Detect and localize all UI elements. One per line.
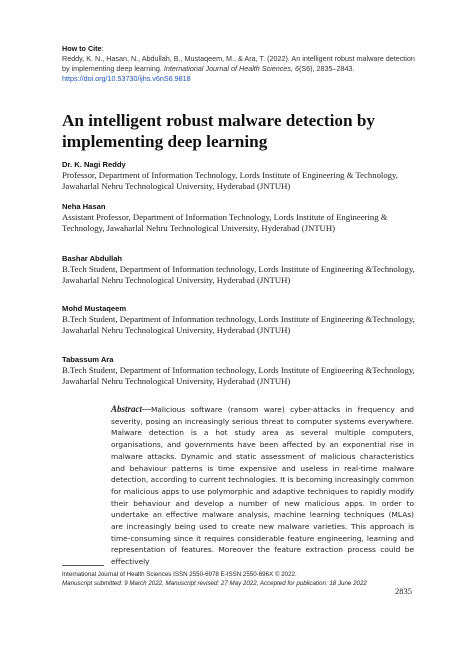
author-affiliation: B.Tech Student, Department of Information technology, Lords Institute of Engineering &Technology, Jawaharlal Nehru Technological University, Hyderabad (JNTUH): [62, 264, 415, 286]
paper-title: An intelligent robust malware detection by implementing deep learning: [62, 111, 376, 151]
abstract-text: Malicious software (ransom ware) cyber-attacks in frequency and severity, posing an increasingly serious threat to computer systems everywhere. Malware detection is a hot study area as several multiple computers, organisations, and governments have been affected by an exponential rise in malware attacks. Dynamic and static assessment of malicious characteristics and behaviour patterns is time expensive and useless in real-time malware detection, according to current technologies. It is becoming increasingly common for malicious apps to use polymorphic and adaptive techniques to rapidly modify their behaviour and develop a number of new malicious apps. In order to undertake an effective malware analysis, machine learning techniques (MLAs) are increasingly being used to create new malware varieties. This approach is time-consuming since it requires considerable feature engineering, learning and representation of features. Moreover the feature extraction process could be effectively: [111, 405, 414, 567]
citation-journal: International Journal of Health Sciences, 6: [163, 64, 299, 73]
author-block: [62, 159, 422, 193]
author-affiliation: B.Tech Student, Department of Information technology, Lords Institute of Engineering &Technology, Jawaharlal Nehru Technological University, Hyderabad (JNTUH): [62, 314, 415, 336]
author-affiliation: Assistant Professor, Department of Information Technology, Lords Institute of Engineering & Technology, Jawaharlal Nehru Technological University, Hyderabad (JNTUH): [62, 212, 388, 234]
author-block: [62, 303, 422, 337]
author-name: Dr. K. Nagi Reddy: [62, 160, 126, 169]
author-name: Tabassum Ara: [62, 355, 114, 364]
page-number: 2835: [395, 586, 412, 596]
journal-issn-line: International Journal of Health Sciences ISSN 2550-6978 E-ISSN 2550-696X © 2022.: [62, 571, 297, 578]
author-name: Bashar Abdullah: [62, 254, 123, 263]
how-to-cite-colon: :: [101, 44, 104, 53]
manuscript-dates: Manuscript submitted: 9 March 2022, Manuscript revised: 27 May 2022, Accepted for publication: 18 June 2022: [62, 579, 367, 587]
author-name: Neha Hasan: [62, 202, 106, 211]
citation-text: Reddy, K. N., Hasan, N., Abdullah, B., Mustaqeem, M., & Ara, T. (2022). An intelligent robust malware detection by implementing deep learning.: [62, 54, 415, 73]
doi-link[interactable]: https://doi.org/10.53730/ijhs.v6nS6.9818: [62, 74, 191, 83]
author-block: [62, 201, 422, 235]
citation-issue: (S6), 2835–2843.: [298, 64, 355, 73]
author-block: [62, 354, 422, 388]
author-name: Mohd Mustaqeem: [62, 304, 127, 313]
how-to-cite: [62, 44, 422, 84]
author-block: [62, 253, 422, 287]
author-affiliation: B.Tech Student, Department of Information technology, Lords Institute of Engineering &Technology, Jawaharlal Nehru Technological University, Hyderabad (JNTUH): [62, 365, 415, 387]
footnote-divider: [62, 565, 104, 566]
how-to-cite-label: How to Cite: [62, 44, 102, 53]
footer: [62, 571, 442, 588]
abstract: [111, 404, 414, 568]
abstract-label: Abstract---: [111, 404, 151, 414]
author-affiliation: Professor, Department of Information Technology, Lords Institute of Engineering & Technology, Jawaharlal Nehru Technological University, Hyderabad (JNTUH): [62, 170, 398, 192]
